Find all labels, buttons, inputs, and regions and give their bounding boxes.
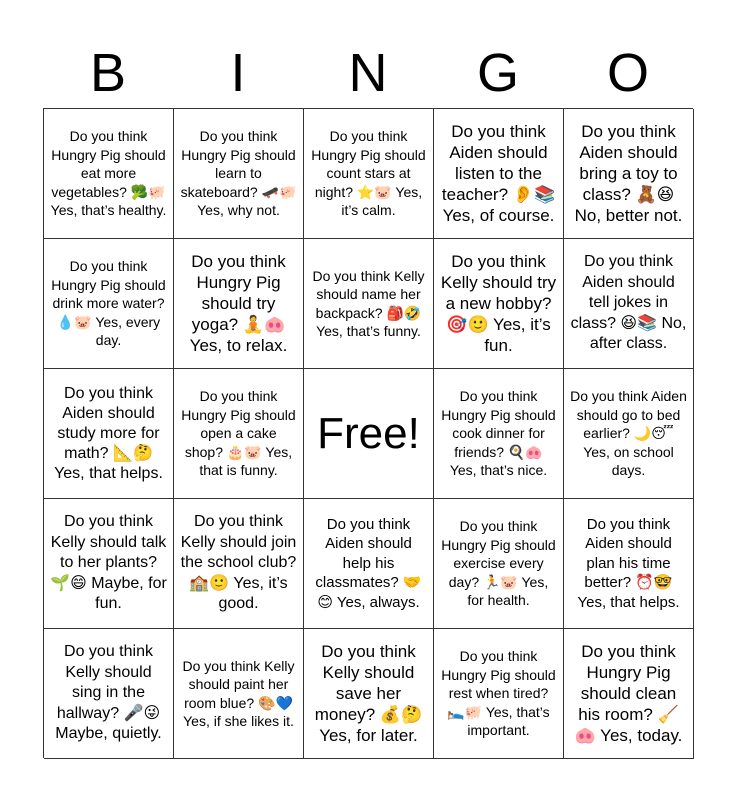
bingo-cell[interactable] bbox=[434, 369, 564, 499]
bingo-cell[interactable] bbox=[174, 109, 304, 239]
header-letter-o: O bbox=[606, 43, 649, 103]
bingo-cell[interactable] bbox=[304, 239, 434, 369]
cell-text: Do you think Hungry Pig should count stars at night? ⭐🐷 Yes, it’s calm. bbox=[311, 128, 426, 219]
cell-text: Do you think Hungry Pig should eat more vegetables? 🥦🐖 Yes, that’s healthy. bbox=[50, 128, 167, 219]
cell-text: Do you think Aiden should go to bed earlier? 🌙😴 Yes, on school days. bbox=[570, 388, 687, 479]
cell-text: Do you think Kelly should save her money? 💰🤔 Yes, for later. bbox=[314, 642, 423, 745]
bingo-cell[interactable] bbox=[564, 239, 694, 369]
bingo-cell[interactable] bbox=[174, 499, 304, 629]
bingo-cell[interactable] bbox=[564, 499, 694, 629]
bingo-cell[interactable] bbox=[434, 239, 564, 369]
bingo-cell[interactable] bbox=[564, 369, 694, 499]
cell-text: Do you think Hungry Pig should clean his room? 🧹🐽 Yes, today. bbox=[574, 642, 683, 745]
cell-text: Do you think Aiden should bring a toy to class? 🧸😆 No, better not. bbox=[574, 122, 683, 225]
bingo-header bbox=[43, 38, 693, 108]
cell-text: Do you think Hungry Pig should try yoga? 🧘🐽 Yes, to relax. bbox=[189, 252, 288, 355]
cell-text: Do you think Kelly should try a new hobby? 🎯🙂 Yes, it’s fun. bbox=[440, 252, 557, 355]
bingo-cell[interactable] bbox=[174, 629, 304, 759]
cell-text: Do you think Kelly should sing in the hallway? 🎤😜 Maybe, quietly. bbox=[55, 643, 162, 743]
cell-text: Do you think Hungry Pig should drink more water? 💧🐷 Yes, every day. bbox=[51, 258, 166, 349]
bingo-cell[interactable] bbox=[304, 109, 434, 239]
bingo-cell[interactable] bbox=[434, 109, 564, 239]
cell-text: Do you think Aiden should plan his time better? ⏰🤓 Yes, that helps. bbox=[577, 515, 680, 611]
cell-text: Do you think Aiden should study more for math? 📐🤔 Yes, that helps. bbox=[54, 384, 163, 482]
cell-text: Do you think Hungry Pig should cook dinner for friends? 🍳🐽 Yes, that’s nice. bbox=[441, 388, 556, 479]
bingo-card bbox=[43, 108, 693, 758]
bingo-cell[interactable] bbox=[44, 369, 174, 499]
cell-text: Do you think Aiden should tell jokes in class? 😆📚 No, after class. bbox=[570, 253, 687, 353]
bingo-cell[interactable] bbox=[304, 629, 434, 759]
free-space-cell[interactable] bbox=[304, 369, 434, 499]
bingo-cell[interactable] bbox=[434, 499, 564, 629]
header-letter-i: I bbox=[230, 43, 246, 103]
bingo-cell[interactable] bbox=[564, 629, 694, 759]
bingo-cell[interactable] bbox=[174, 369, 304, 499]
header-letter-g: G bbox=[476, 43, 519, 103]
bingo-cell[interactable] bbox=[304, 499, 434, 629]
cell-text: Do you think Hungry Pig should rest when tired? 🛌🐖 Yes, that’s important. bbox=[441, 648, 556, 739]
cell-text: Do you think Hungry Pig should exercise every day? 🏃🐷 Yes, for health. bbox=[441, 518, 556, 609]
header-letter-n: N bbox=[348, 43, 388, 103]
bingo-cell[interactable] bbox=[174, 239, 304, 369]
cell-text: Do you think Hungry Pig should learn to skateboard? 🛹🐖 Yes, why not. bbox=[180, 128, 297, 219]
cell-text: Do you think Hungry Pig should open a cake shop? 🎂🐷 Yes, that is funny. bbox=[181, 388, 296, 479]
bingo-cell[interactable] bbox=[44, 239, 174, 369]
cell-text: Do you think Kelly should join the school club? 🏫🙂 Yes, it’s good. bbox=[180, 513, 297, 613]
bingo-cell[interactable] bbox=[44, 629, 174, 759]
bingo-cell[interactable] bbox=[434, 629, 564, 759]
bingo-cell[interactable] bbox=[44, 499, 174, 629]
bingo-cell[interactable] bbox=[44, 109, 174, 239]
bingo-cell[interactable] bbox=[564, 109, 694, 239]
cell-text: Do you think Aiden should help his classmates? 🤝😊 Yes, always. bbox=[315, 515, 422, 611]
cell-text: Do you think Aiden should listen to the teacher? 👂📚 Yes, of course. bbox=[441, 122, 556, 225]
free-space-text: Free! bbox=[317, 408, 420, 458]
header-letter-b: B bbox=[89, 43, 127, 103]
cell-text: Do you think Kelly should talk to her plants? 🌱😄 Maybe, for fun. bbox=[50, 513, 167, 613]
cell-text: Do you think Kelly should paint her room blue? 🎨💙 Yes, if she likes it. bbox=[182, 657, 295, 729]
cell-text: Do you think Kelly should name her backpack? 🎒🤣 Yes, that’s funny. bbox=[312, 267, 425, 339]
